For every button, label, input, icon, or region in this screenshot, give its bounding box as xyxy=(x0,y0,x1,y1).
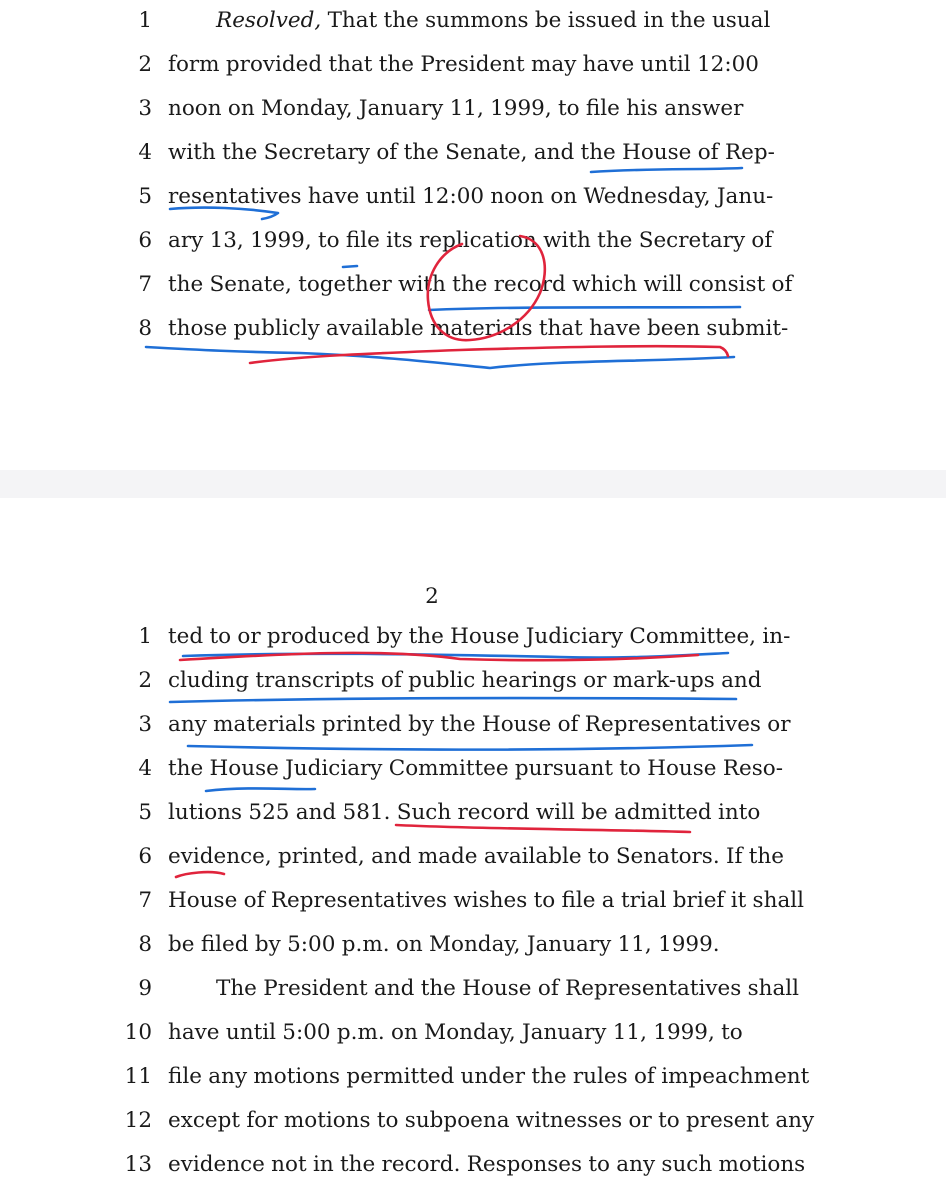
text-line xyxy=(0,972,946,1006)
line-number: 3 xyxy=(138,712,152,737)
line-text: form provided that the President may have until 12:00 xyxy=(168,52,759,77)
line-number: 11 xyxy=(124,1064,152,1089)
line-number: 9 xyxy=(138,976,152,1001)
line-text: evidence, printed, and made available to Senators. If the xyxy=(168,844,785,869)
resolved-italic: Resolved, xyxy=(216,8,322,33)
line-number: 3 xyxy=(138,96,152,121)
line-number: 4 xyxy=(138,140,152,165)
line-number: 1 xyxy=(138,624,152,649)
line-number: 6 xyxy=(138,228,152,253)
text-line xyxy=(0,928,946,962)
line-number: 7 xyxy=(138,272,152,297)
line-text: The President and the House of Representatives shall xyxy=(216,976,800,1001)
line-text: the Senate, together with the record which will consist of xyxy=(168,272,793,297)
text-line xyxy=(0,708,946,742)
line-number: 8 xyxy=(138,316,152,341)
line-number: 13 xyxy=(124,1152,152,1177)
text-line xyxy=(0,664,946,698)
text-line xyxy=(0,620,946,654)
text-line xyxy=(0,92,946,126)
line-text: noon on Monday, January 11, 1999, to file his answer xyxy=(168,96,744,121)
text-line xyxy=(0,4,946,38)
text-line xyxy=(0,312,946,346)
line-text: file any motions permitted under the rules of impeachment xyxy=(168,1064,810,1089)
text-line xyxy=(0,224,946,258)
text-line xyxy=(0,1016,946,1050)
text-line xyxy=(0,1104,946,1138)
line-text: with the Secretary of the Senate, and the House of Rep- xyxy=(168,140,775,165)
text-line xyxy=(0,180,946,214)
line-text: have until 5:00 p.m. on Monday, January 11, 1999, to xyxy=(168,1020,743,1045)
text-line xyxy=(0,884,946,918)
line-number: 8 xyxy=(138,932,152,957)
page-number: 2 xyxy=(425,584,439,609)
text-line xyxy=(0,752,946,786)
line-text: cluding transcripts of public hearings or mark-ups and xyxy=(168,668,762,693)
text-line xyxy=(0,268,946,302)
text-line xyxy=(0,796,946,830)
line-number: 1 xyxy=(138,8,152,33)
text-line xyxy=(0,1148,946,1182)
line-number: 5 xyxy=(138,800,152,825)
line-number: 4 xyxy=(138,756,152,781)
line-number: 6 xyxy=(138,844,152,869)
line-text: evidence not in the record. Responses to any such motions xyxy=(168,1152,806,1177)
line-number: 2 xyxy=(138,668,152,693)
line-number: 5 xyxy=(138,184,152,209)
line-text: House of Representatives wishes to file a trial brief it shall xyxy=(168,888,805,913)
line-number: 12 xyxy=(124,1108,152,1133)
text-line xyxy=(0,840,946,874)
line-number: 7 xyxy=(138,888,152,913)
line-text: ted to or produced by the House Judiciary Committee, in- xyxy=(168,624,791,649)
line-text: those publicly available materials that have been submit- xyxy=(168,316,789,341)
line-text: ary 13, 1999, to file its replication with the Secretary of xyxy=(168,228,773,253)
line-text: Resolved, That the summons be issued in the usual xyxy=(216,8,771,33)
text-line xyxy=(0,1060,946,1094)
document-page-bottom xyxy=(0,498,946,1200)
line-text: except for motions to subpoena witnesses or to present any xyxy=(168,1108,815,1133)
text-line xyxy=(0,136,946,170)
line-text: the House Judiciary Committee pursuant to House Reso- xyxy=(168,756,783,781)
text-line xyxy=(0,48,946,82)
line-text: lutions 525 and 581. Such record will be admitted into xyxy=(168,800,761,825)
document-page-top xyxy=(0,0,946,470)
line-text: any materials printed by the House of Representatives or xyxy=(168,712,791,737)
line-text: resentatives have until 12:00 noon on Wednesday, Janu- xyxy=(168,184,774,209)
line-text: be filed by 5:00 p.m. on Monday, January 11, 1999. xyxy=(168,932,720,957)
line-number: 2 xyxy=(138,52,152,77)
line-number: 10 xyxy=(124,1020,152,1045)
